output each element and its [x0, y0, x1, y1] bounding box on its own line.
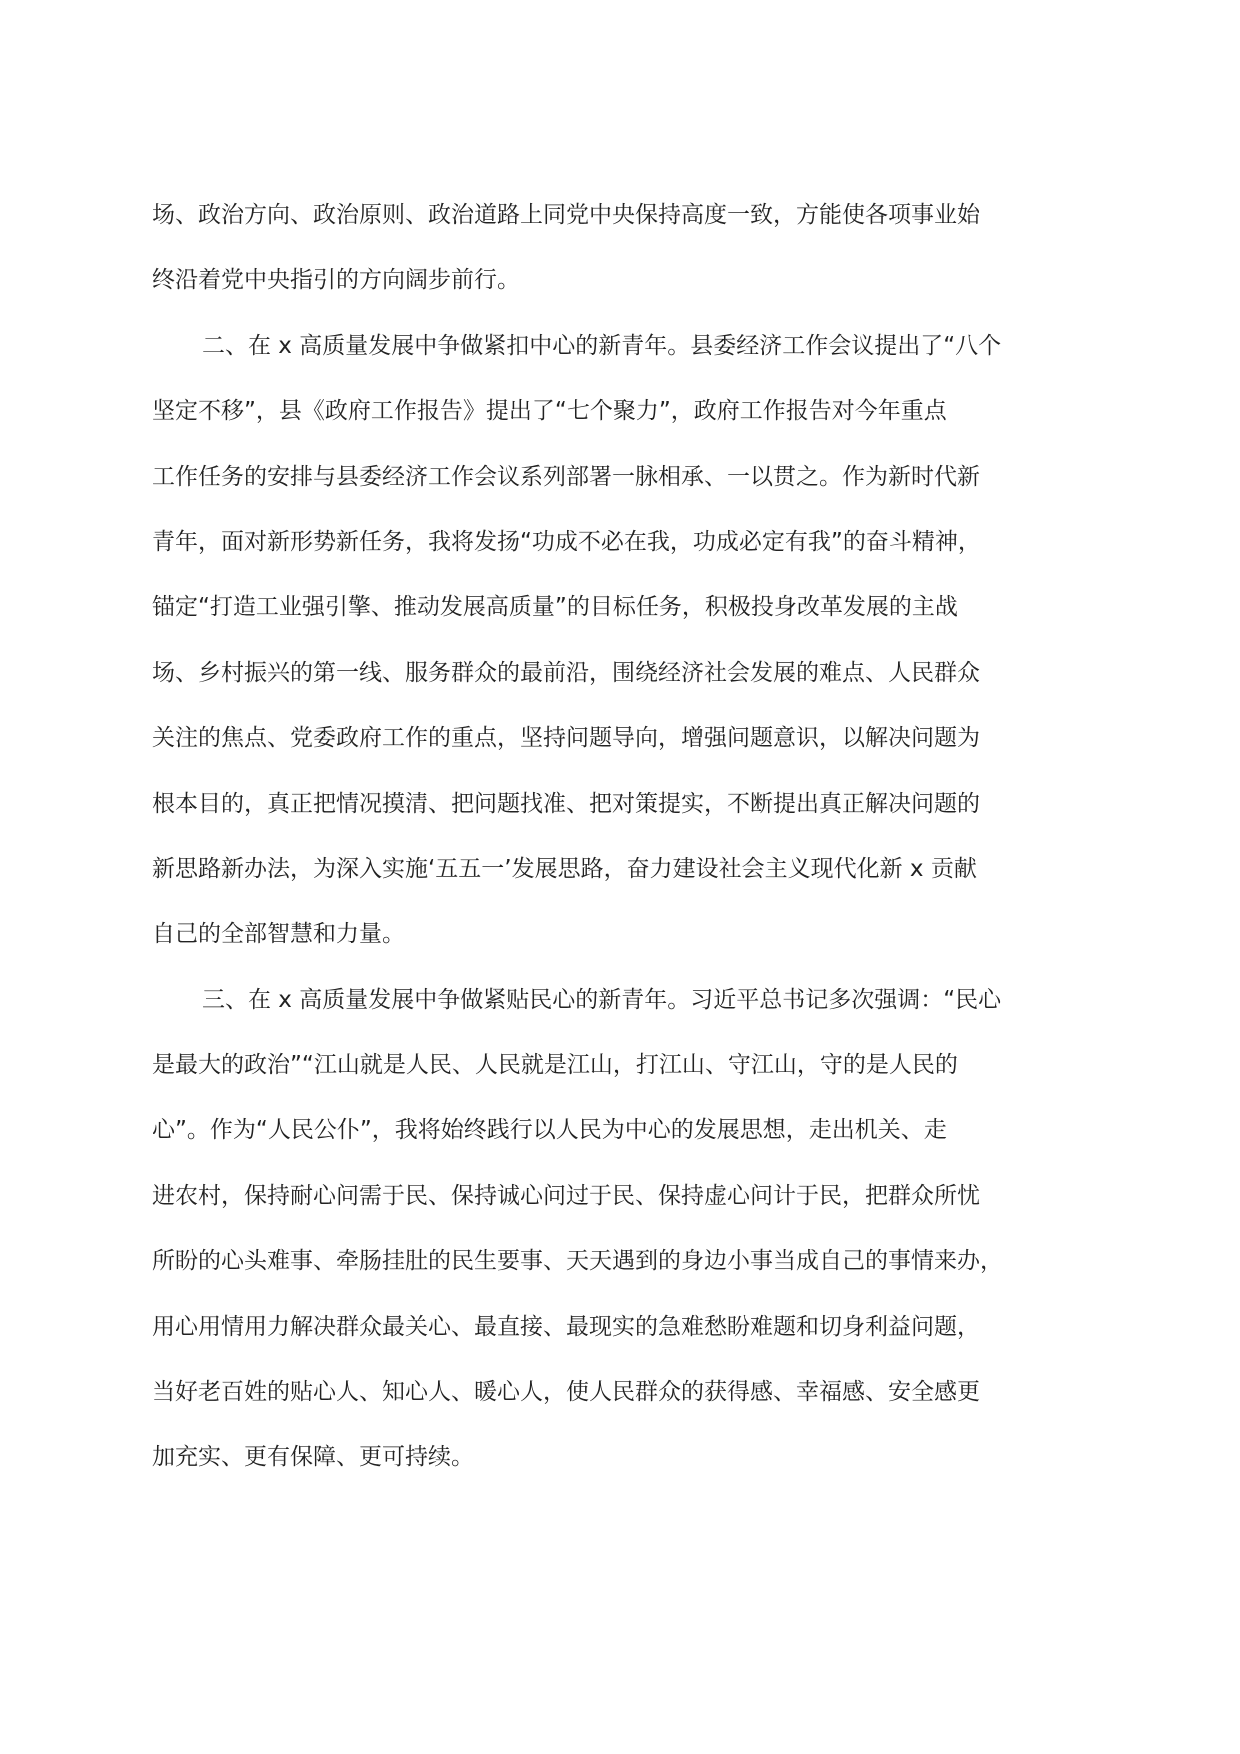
- paragraph-continuation: [152, 183, 1088, 314]
- text-line: 加充实、更有保障、更可持续。: [152, 1444, 474, 1471]
- text-line: 青年，面对新形势新任务，我将发扬“功成不必在我，功成必定有我”的奋斗精神，: [152, 528, 981, 555]
- text-line: 二、在 x 高质量发展中争做紧扣中心的新青年。县委经济工作会议提出了“八个: [202, 332, 1002, 359]
- text-line: 用心用情用力解决群众最关心、最直接、最现实的急难愁盼难题和切身利益问题，: [152, 1313, 980, 1340]
- text-line: 关注的焦点、党委政府工作的重点，坚持问题导向，增强问题意识，以解决问题为: [152, 725, 980, 752]
- text-line: 是最大的政治”“江山就是人民、人民就是江山，打江山、守江山，守的是人民的: [152, 1052, 958, 1079]
- text-line: 所盼的心头难事、牵肠挂肚的民生要事、天天遇到的身边小事当成自己的事情来办，: [152, 1248, 1003, 1275]
- paragraph-section-two: [152, 314, 1088, 968]
- text-line: 自己的全部智慧和力量。: [152, 921, 405, 948]
- text-line: 进农村，保持耐心问需于民、保持诚心问过于民、保持虚心问计于民，把群众所忧: [152, 1182, 980, 1209]
- text-line: 三、在 x 高质量发展中争做紧贴民心的新青年。习近平总书记多次强调：“民心: [202, 986, 1002, 1013]
- text-line: 当好老百姓的贴心人、知心人、暖心人，使人民群众的获得感、幸福感、安全感更: [152, 1379, 980, 1406]
- text-line: 场、政治方向、政治原则、政治道路上同党中央保持高度一致，方能使各项事业始: [152, 202, 980, 228]
- document-body: [152, 183, 1088, 1491]
- text-line: 场、乡村振兴的第一线、服务群众的最前沿，围绕经济社会发展的难点、人民群众: [152, 659, 980, 686]
- paragraph-section-three: [152, 968, 1088, 1491]
- text-line: 根本目的，真正把情况摸清、把问题找准、把对策提实，不断提出真正解决问题的: [152, 790, 980, 817]
- text-line: 心”。作为“人民公仆”，我将始终践行以人民为中心的发展思想，走出机关、走: [152, 1117, 947, 1144]
- text-line: 锚定“打造工业强引擎、推动发展高质量”的目标任务，积极投身改革发展的主战: [152, 594, 958, 621]
- text-line: 坚定不移”，县《政府工作报告》提出了“七个聚力”，政府工作报告对今年重点: [152, 398, 947, 425]
- text-line: 终沿着党中央指引的方向阔步前行。: [152, 267, 520, 294]
- text-line: 新思路新办法，为深入实施‘五五一’发展思路，奋力建设社会主义现代化新 x 贡献: [152, 855, 977, 882]
- text-line: 工作任务的安排与县委经济工作会议系列部署一脉相承、一以贯之。作为新时代新: [152, 463, 980, 490]
